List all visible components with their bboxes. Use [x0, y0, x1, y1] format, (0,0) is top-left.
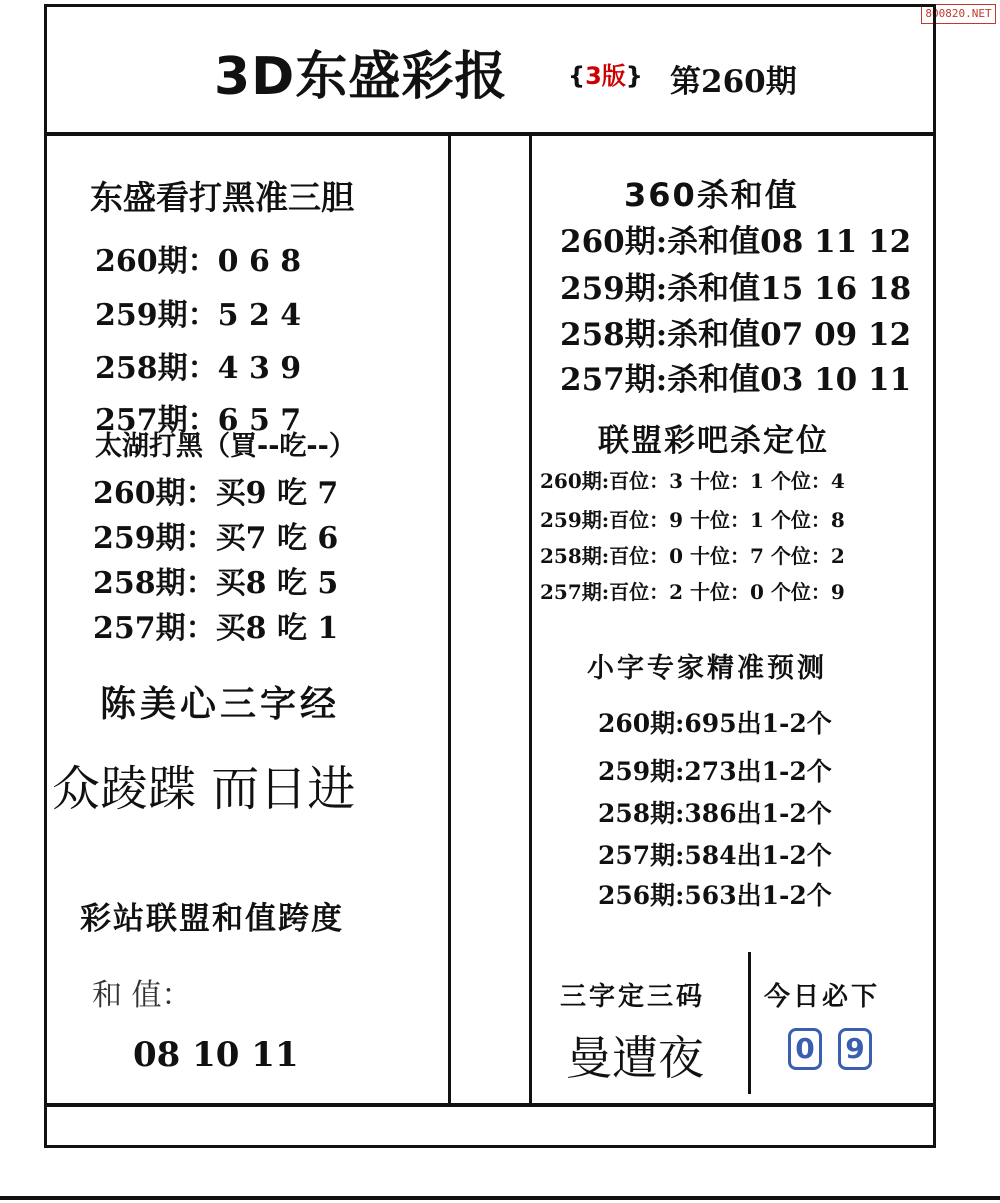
alliance-row: 260期:百位：3 十位：1 个位：4	[540, 469, 845, 493]
expert-row: 256期:563出1-2个	[598, 881, 832, 910]
taihu-row: 259期：买7 吃 6	[93, 521, 339, 556]
expert-row: 257期:584出1-2个	[598, 841, 832, 870]
dongsheng-title: 东盛看打黑准三胆	[90, 178, 354, 217]
taihu-row: 258期：买8 吃 5	[93, 566, 339, 601]
caizhan-title: 彩站联盟和值跨度	[80, 901, 344, 937]
column-divider-right	[529, 134, 532, 1104]
kill-sum-row: 260期:杀和值08 11 12	[560, 224, 912, 260]
dongsheng-row: 258期：4 3 9	[95, 351, 302, 386]
bottom-box-divider	[748, 952, 751, 1094]
taihu-row: 257期：买8 吃 1	[93, 611, 339, 646]
three-char-title: 三字定三码	[560, 982, 706, 1012]
site-watermark: 800820.NET	[921, 4, 996, 24]
alliance-row: 257期:百位：2 十位：0 个位：9	[540, 580, 845, 604]
alliance-title: 联盟彩吧杀定位	[598, 423, 829, 459]
sum-values: 08 10 11	[133, 1035, 299, 1075]
kill-sum-row: 258期:杀和值07 09 12	[560, 317, 912, 353]
footer-divider	[44, 1103, 936, 1107]
sum-label: 和 值：	[92, 978, 192, 1013]
expert-title: 小字专家精准预测	[587, 653, 827, 684]
alliance-row: 259期:百位：9 十位：1 个位：8	[540, 508, 845, 532]
kill-sum-title: 360杀和值	[624, 176, 799, 214]
today-title: 今日必下	[764, 982, 881, 1012]
edition-brace-open: {	[568, 62, 586, 90]
kill-sum-row: 257期:杀和值03 10 11	[560, 362, 912, 398]
taihu-row: 260期：买9 吃 7	[93, 476, 339, 511]
edition-number: 3版	[585, 62, 626, 90]
page-title: 3D东盛彩报	[214, 47, 508, 107]
column-divider-left	[448, 134, 451, 1104]
dongsheng-row: 257期：6 5 7	[95, 403, 302, 438]
today-digit: 9	[838, 1028, 872, 1070]
taihu-title: 太湖打黑（買--吃--）	[95, 431, 356, 462]
dongsheng-row: 259期：5 2 4	[95, 298, 302, 333]
chen-title: 陈美心三字经	[100, 684, 341, 725]
edition-brace-close: }	[625, 62, 643, 90]
edition-badge	[568, 56, 643, 91]
expert-row: 260期:695出1-2个	[598, 709, 832, 738]
dongsheng-row: 260期：0 6 8	[95, 244, 302, 279]
expert-row: 259期:273出1-2个	[598, 757, 832, 786]
expert-row: 258期:386出1-2个	[598, 799, 832, 828]
today-digit: 0	[788, 1028, 822, 1070]
chen-verse: 众踜蹀 而日进	[52, 761, 356, 817]
issue-number: 第260期	[670, 64, 797, 100]
page-bottom-rule	[0, 1196, 1000, 1200]
today-digits	[788, 1028, 888, 1070]
three-char-text: 曼遭夜	[566, 1031, 704, 1085]
alliance-row: 258期:百位：0 十位：7 个位：2	[540, 544, 845, 568]
header-divider	[44, 132, 936, 136]
kill-sum-row: 259期:杀和值15 16 18	[560, 271, 912, 307]
